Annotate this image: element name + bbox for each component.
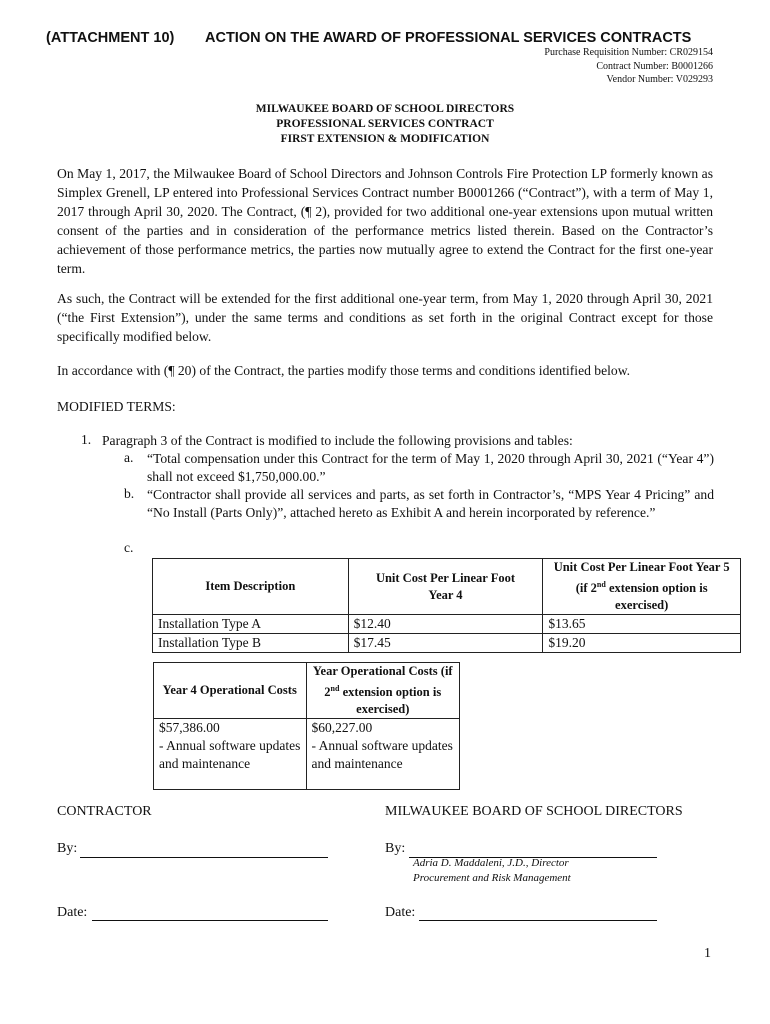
cell-year5-operational bbox=[306, 719, 460, 790]
table-row bbox=[154, 719, 460, 790]
board-date-line[interactable] bbox=[419, 904, 657, 921]
header-year5-cost: Unit Cost Per Linear Foot Year 5 (if 2nd extension option is exercised) bbox=[543, 559, 741, 615]
modified-terms-heading: MODIFIED TERMS: bbox=[57, 399, 176, 414]
header-year4-cost: Unit Cost Per Linear Foot Year 4 bbox=[348, 559, 543, 615]
title-line-extension: FIRST EXTENSION & MODIFICATION bbox=[280, 133, 490, 145]
year4-amount: $57,386.00 bbox=[159, 720, 220, 736]
signer-title: Procurement and Risk Management bbox=[413, 872, 571, 884]
cell-item: Installation Type B bbox=[153, 634, 349, 653]
paragraph-extension: As such, the Contract will be extended for the first additional one-year term, from May 1, 2020 through April 30, 2021 (“the First Extension”), under the same terms and conditions as set forth in the original Contract except for those specifically modified below. bbox=[57, 291, 713, 344]
contractor-date-label: Date: bbox=[57, 905, 88, 920]
cell-year5: $19.20 bbox=[543, 634, 741, 653]
list-item-1: Paragraph 3 of the Contract is modified to include the following provisions and tables: bbox=[102, 433, 573, 448]
operational-cost-table bbox=[153, 662, 460, 790]
vendor-number: Vendor Number: V029293 bbox=[606, 74, 713, 85]
cell-item: Installation Type A bbox=[153, 615, 349, 634]
contractor-date-line[interactable] bbox=[92, 904, 328, 921]
sub-label-b: b. bbox=[124, 486, 135, 501]
paragraph-modification: In accordance with (¶ 20) of the Contract, the parties modify those terms and conditions identified below. bbox=[57, 363, 631, 378]
year5-description: - Annual software updates and maintenance bbox=[311, 738, 453, 772]
year5-amount: $60,227.00 bbox=[311, 720, 373, 736]
table-row bbox=[153, 634, 741, 653]
table-row bbox=[153, 615, 741, 634]
cell-year4: $12.40 bbox=[348, 615, 543, 634]
sub-item-b: “Contractor shall provide all services and parts, as set forth in Contractor’s, “MPS Year 4 Pricing” and “No Install (Parts Only)”, attached hereto as Exhibit A and herein incorporated by reference.” bbox=[147, 487, 714, 520]
paragraph-background: On May 1, 2017, the Milwaukee Board of School Directors and Johnson Controls Fire Protection LP formerly known as Simplex Grenell, LP entered into Professional Services Contract number B0001266 (“Contract”), with a term of May 1, 2017 through April 30, 2020. The Contract, (¶ 2), provided for two additional one-year extensions upon mutual written consent of the parties and in consideration of the performance metrics listed therein. Based on the Contractor’s achievement of those performance metrics, the parties now mutually agree to extend the Contract for the first one-year term. bbox=[57, 166, 713, 276]
sub-label-a: a. bbox=[124, 450, 134, 465]
cell-year4: $17.45 bbox=[348, 634, 543, 653]
contractor-signature-line[interactable] bbox=[80, 841, 328, 858]
year4-description: - Annual software updates and maintenance bbox=[159, 738, 301, 772]
header-year4-operational: Year 4 Operational Costs bbox=[154, 663, 307, 719]
list-number-1: 1. bbox=[81, 432, 92, 447]
contract-number: Contract Number: B0001266 bbox=[596, 61, 713, 72]
table-header-row bbox=[153, 559, 741, 615]
board-by-label: By: bbox=[385, 841, 406, 856]
cell-year4-operational bbox=[154, 719, 307, 790]
contractor-label: CONTRACTOR bbox=[57, 804, 152, 819]
attachment-label: (ATTACHMENT 10) bbox=[46, 30, 175, 46]
cell-year5: $13.65 bbox=[543, 615, 741, 634]
header-item-description: Item Description bbox=[153, 559, 349, 615]
sub-item-a: “Total compensation under this Contract for the term of May 1, 2020 through April 30, 2021 (“Year 4”) shall not exceed $1,750,000.00.” bbox=[147, 451, 714, 484]
header-year5-operational: Year Operational Costs (if 2nd extension option is exercised) bbox=[306, 663, 460, 719]
page-number: 1 bbox=[704, 946, 711, 961]
board-signature-line[interactable] bbox=[409, 841, 657, 858]
requisition-number: Purchase Requisition Number: CR029154 bbox=[544, 47, 713, 58]
sub-label-c: c. bbox=[124, 540, 134, 555]
board-date-label: Date: bbox=[385, 905, 416, 920]
contractor-by-label: By: bbox=[57, 841, 78, 856]
signer-name: Adria D. Maddaleni, J.D., Director bbox=[413, 857, 569, 869]
title-line-contract: PROFESSIONAL SERVICES CONTRACT bbox=[276, 118, 494, 130]
board-label: MILWAUKEE BOARD OF SCHOOL DIRECTORS bbox=[385, 804, 683, 819]
table-header-row bbox=[154, 663, 460, 719]
title-line-board: MILWAUKEE BOARD OF SCHOOL DIRECTORS bbox=[255, 103, 515, 115]
document-header-title: ACTION ON THE AWARD OF PROFESSIONAL SERVICES CONTRACTS bbox=[205, 30, 692, 46]
unit-cost-table bbox=[152, 558, 741, 653]
